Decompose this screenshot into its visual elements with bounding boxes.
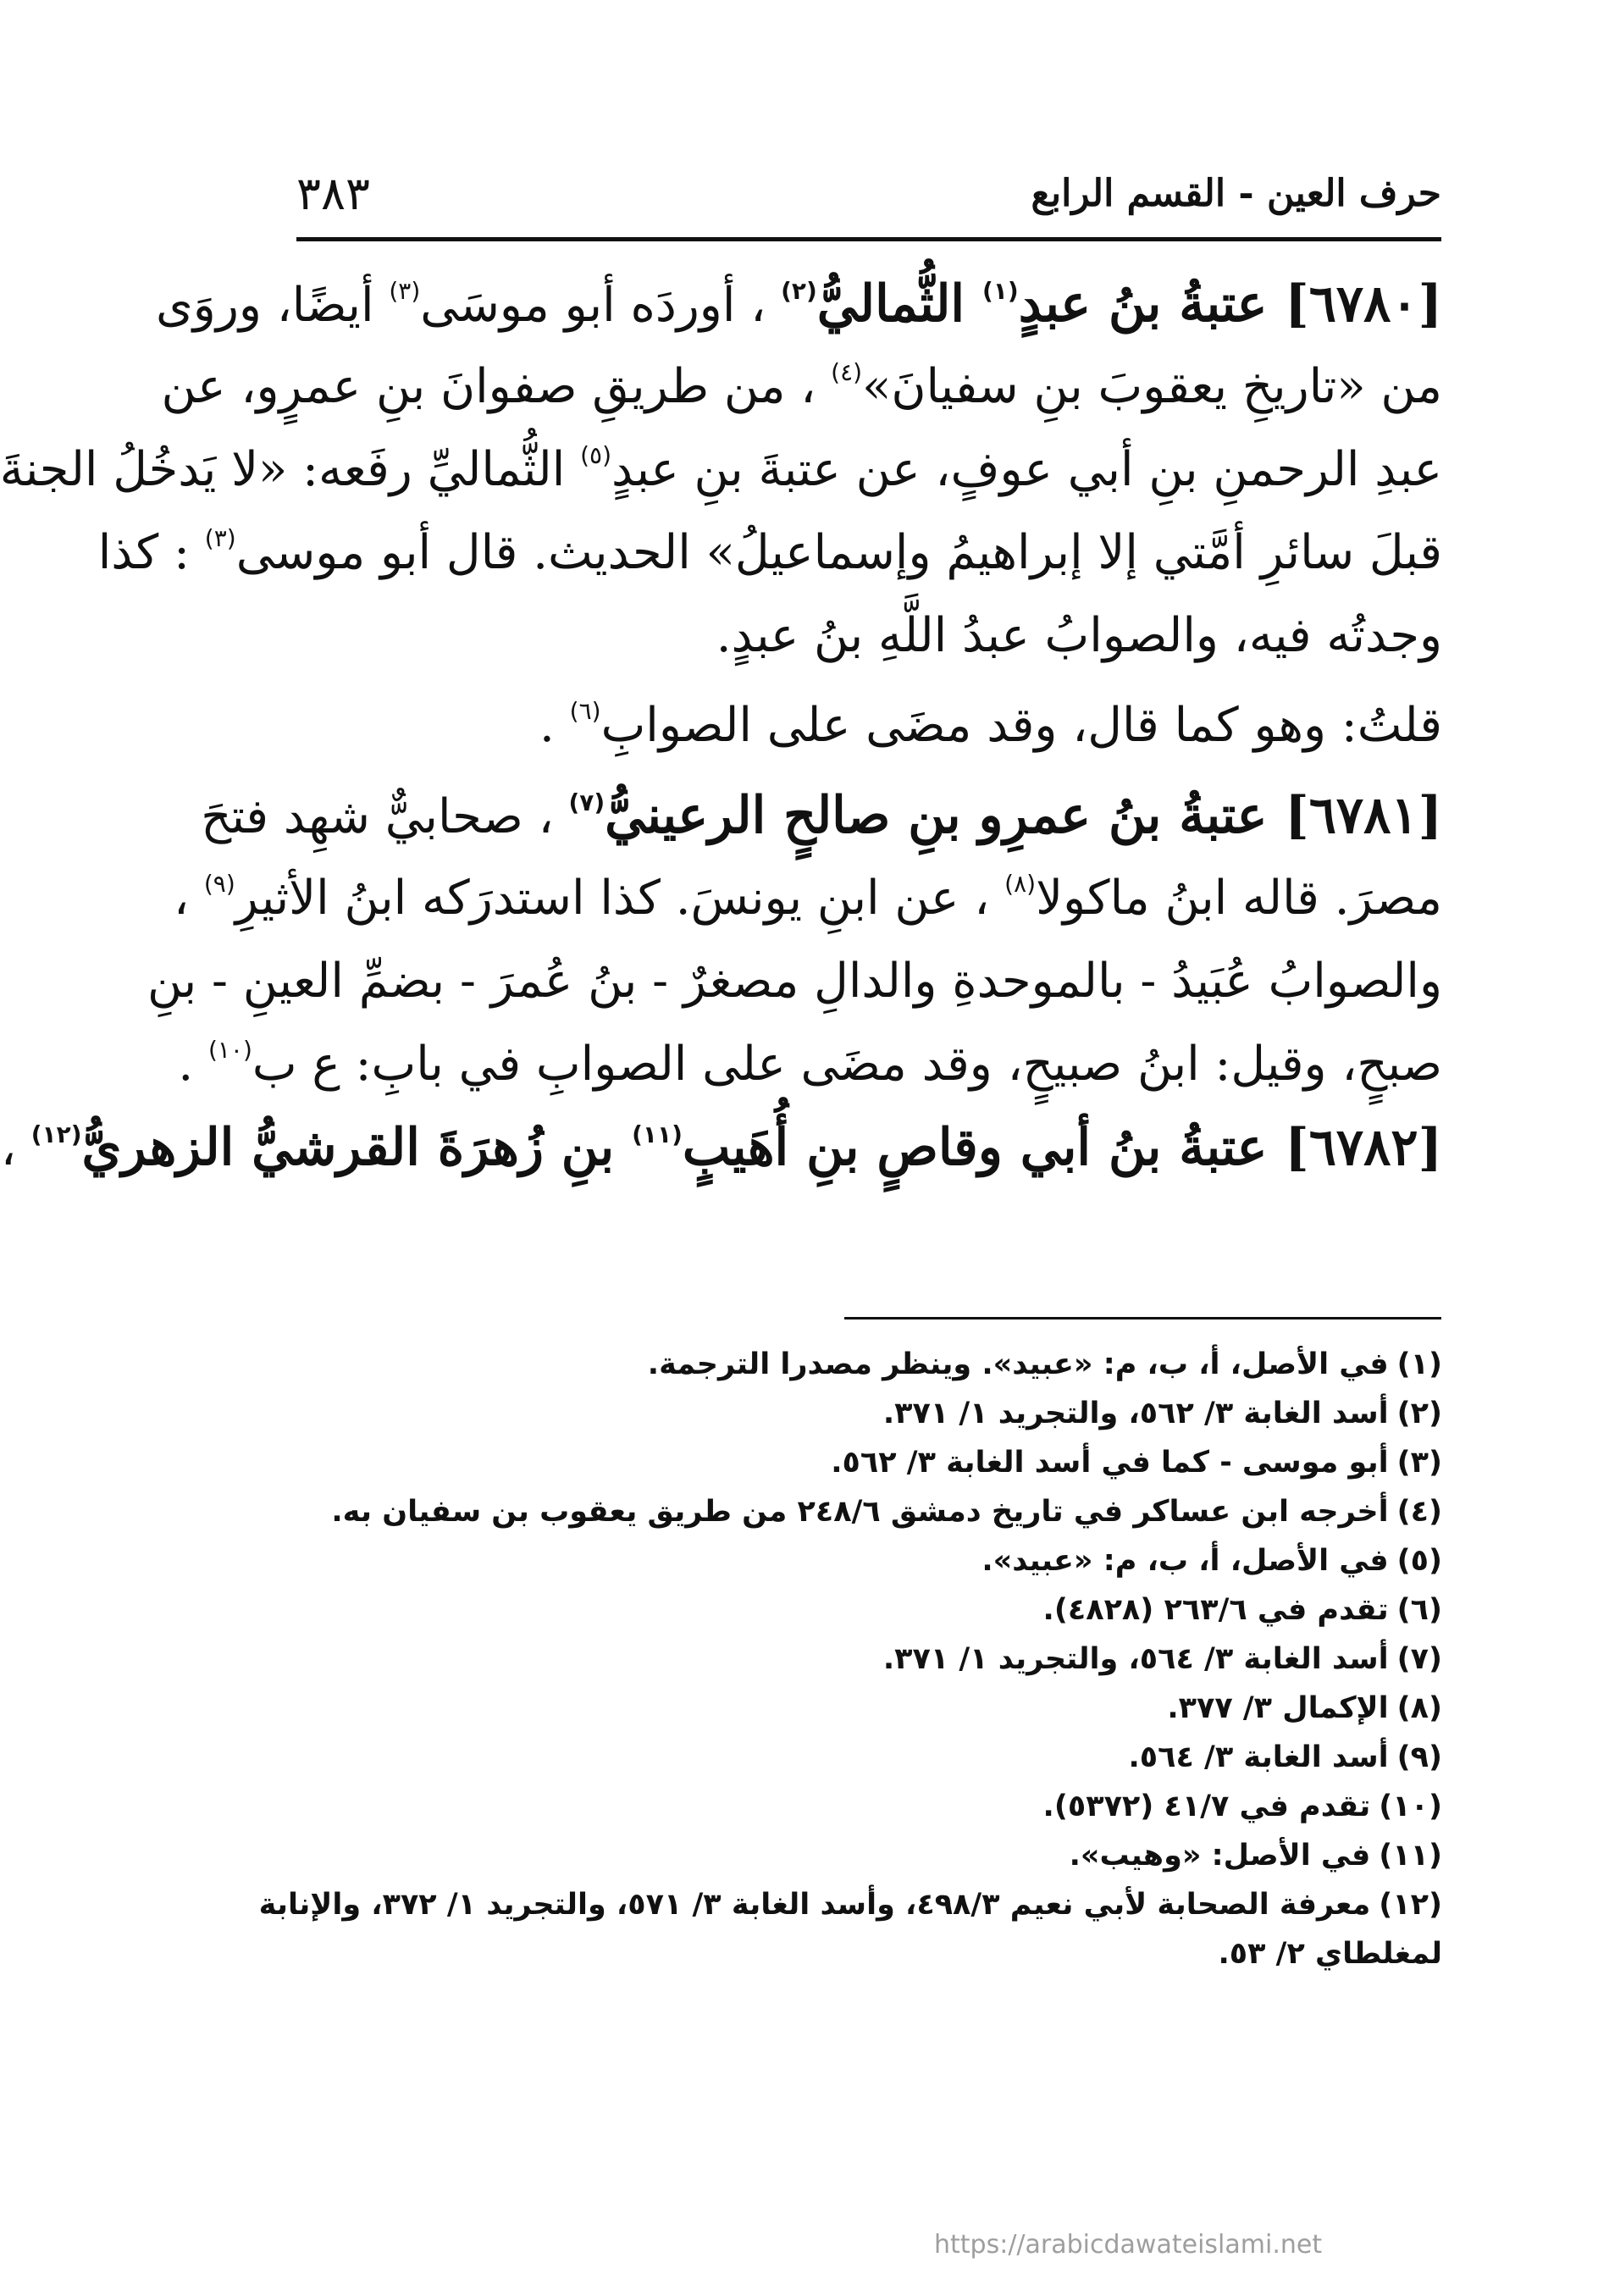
text-line [147,940,1442,1023]
footnote [290,1635,1442,1684]
text-line [173,857,1442,940]
line-text: صبحٍ، وقيل: ابنُ صبيحٍ، وقد مضَى على الصوابِ في بابِ: ع ب [252,1037,1442,1092]
line-text: ، أوردَه أبو موسَى [420,278,766,333]
running-title: حرف العين - القسم الرابع [1031,171,1441,215]
text-line [97,512,1442,595]
footnote-text: معرفة الصحابة لأبي نعيم ٤٩٨/٣، وأسد الغابة ٣/ ٥٧١، والتجريد ١/ ٣٧٢، والإنابة [258,1888,1371,1922]
line-text: قبلَ سائرِ أمَّتي إلا إبراهيمُ وإسماعيلُ» الحديث. قال أبو موسى [235,525,1442,580]
footnote-text: أسد الغابة ٣/ ٥٦٤. [1128,1740,1389,1774]
footnote-ref: (٩) [203,870,235,898]
footnote-number: (٣) [1396,1446,1442,1480]
footnote [290,1536,1442,1585]
line-text: وجدتُه فيه، والصوابُ عبدُ اللَّهِ بنُ عبدٍ. [716,608,1442,663]
main-text [0,263,1442,1189]
footnote-text: تقدم في ٢٦٣/٦ (٤٨٢٨). [1042,1593,1389,1627]
text-line [290,684,1442,767]
footnote-ref: (٨) [1004,870,1037,898]
entry-heading: [٦٧٨٢] عتبةُ بنُ أبي وقاصٍ بنِ أُهَيبٍ$^{(١١)}$ بنِ زُهرَةَ القرشيُّ الزهريُّ$^{(١٢)}$ [30,1118,1442,1177]
footnote-text: في الأصل، أ، ب، م: «عبيد». وينظر مصدرا الترجمة. [647,1347,1389,1381]
line-text: ، [173,871,190,926]
footnote-text: أسد الغابة ٣/ ٥٦٢، والتجريد ١/ ٣٧١. [882,1397,1389,1430]
footnote-text: أخرجه ابن عساكر في تاريخ دمشق ٢٤٨/٦ من طريق يعقوب بن سفيان به. [331,1495,1389,1529]
entry-heading: [٦٧٨٠] عتبةُ بنُ عبدٍ$^{(١)}$ الثُّماليُّ$^{(٢)}$ [781,274,1442,334]
footnote-text: أبو موسى - كما في أسد الغابة ٣/ ٥٦٢. [831,1446,1389,1480]
footnote [290,1782,1442,1831]
page-header [296,159,1441,227]
footnote-ref: (١) [982,277,1019,305]
footnote-number: (٧) [1396,1642,1442,1676]
footnote [290,1487,1442,1536]
footnote [290,1684,1442,1733]
footnote-text: أسد الغابة ٣/ ٥٦٤، والتجريد ١/ ٣٧١. [882,1642,1389,1676]
footnote-number: (٢) [1396,1397,1442,1430]
text-line [155,263,1442,346]
line-text: ، صحابيٌّ شهِد فتحَ [201,789,554,844]
footnote-ref: (٧) [568,788,605,816]
line-text: والصوابُ عُبَيدُ - بالموحدةِ والدالِ مصغرٌ - بنُ عُمرَ - بضمِّ العينِ - بنِ [147,954,1442,1009]
line-text: أيضًا، وروَى [155,278,374,333]
footnote-number: (٦) [1396,1593,1442,1627]
footnote-ref: (٣) [204,524,236,552]
footnote [290,1389,1442,1438]
line-text: عبدِ الرحمنِ بنِ أبي عوفٍ، عن عتبةَ بنِ عبدٍ [611,442,1442,497]
footnote [290,1340,1442,1389]
footnote [290,1438,1442,1487]
footnote-ref: (١٢) [30,1120,82,1148]
text-line [161,346,1442,429]
line-text: مصرَ. قاله ابنُ ماكولا [1036,871,1442,926]
line-text: قلتُ: وهو كما قال، وقد مضَى على الصوابِ [600,698,1442,753]
line-text: : كذا [97,525,190,580]
line-text: من «تاريخِ يعقوبَ بنِ سفيانَ» [862,359,1442,414]
footnote-text: الإكمال ٣/ ٣٧٧. [1167,1691,1389,1725]
footnote-ref: (٣) [389,277,421,305]
footnote-ref: (١١) [632,1120,683,1148]
footnote-ref: (٢) [781,277,817,305]
text-line [201,774,1442,857]
line-text: . [539,698,555,753]
footnote-number: (٤) [1396,1495,1442,1529]
header-rule [296,237,1441,241]
page-number: ٣٨٣ [296,166,371,220]
text-line [0,1106,1442,1189]
footnote-ref: (٦) [569,697,601,725]
footnote-text: تقدم في ٤١/٧ (٥٣٧٢). [1042,1790,1371,1823]
footnote [290,1831,1442,1880]
footnote-number: (١١) [1379,1839,1442,1873]
entry-heading: [٦٧٨١] عتبةُ بنُ عمرِو بنِ صالحٍ الرعينيُّ$^{(٧)}$ [568,786,1442,845]
footnotes [258,1340,1442,1978]
line-text: ، من طريقِ صفوانَ بنِ عمرٍو، عن [161,359,816,414]
line-text: الثُّماليِّ رفَعه: «لا يَدخُلُ الجنةَ [0,442,566,497]
footnote [258,1880,1442,1929]
footnote-number: (٨) [1396,1691,1442,1725]
footnote-text: في الأصل، أ، ب، م: «عبيد». [981,1544,1389,1578]
footnote-number: (١٠) [1379,1790,1442,1823]
footnote-number: (١) [1396,1347,1442,1381]
text-line [290,595,1442,678]
text-line [0,429,1442,512]
footnote-ref: (١٠) [207,1036,252,1064]
line-text: ، عن ابنِ يونسَ. كذا استدرَكه ابنُ الأثيرِ [235,871,990,926]
line-text: . [178,1037,194,1092]
watermark-url: https://arabicdawateislami.net [934,2230,1323,2260]
footnote-number: (٩) [1396,1740,1442,1774]
footnote-rule [844,1317,1441,1320]
line-text: ، [0,1121,16,1176]
footnote-ref: (٤) [831,358,863,386]
footnote [290,1585,1442,1635]
footnote-continuation [290,1929,1442,1978]
footnote-ref: (٥) [580,441,612,469]
text-line [178,1023,1442,1106]
footnote-number: (١٢) [1379,1888,1442,1922]
footnote-text: في الأصل: «وهيب». [1069,1839,1371,1873]
footnote-text: لمغلطاي ٢/ ٥٣. [1218,1937,1442,1971]
footnote-number: (٥) [1396,1544,1442,1578]
footnote [290,1733,1442,1782]
